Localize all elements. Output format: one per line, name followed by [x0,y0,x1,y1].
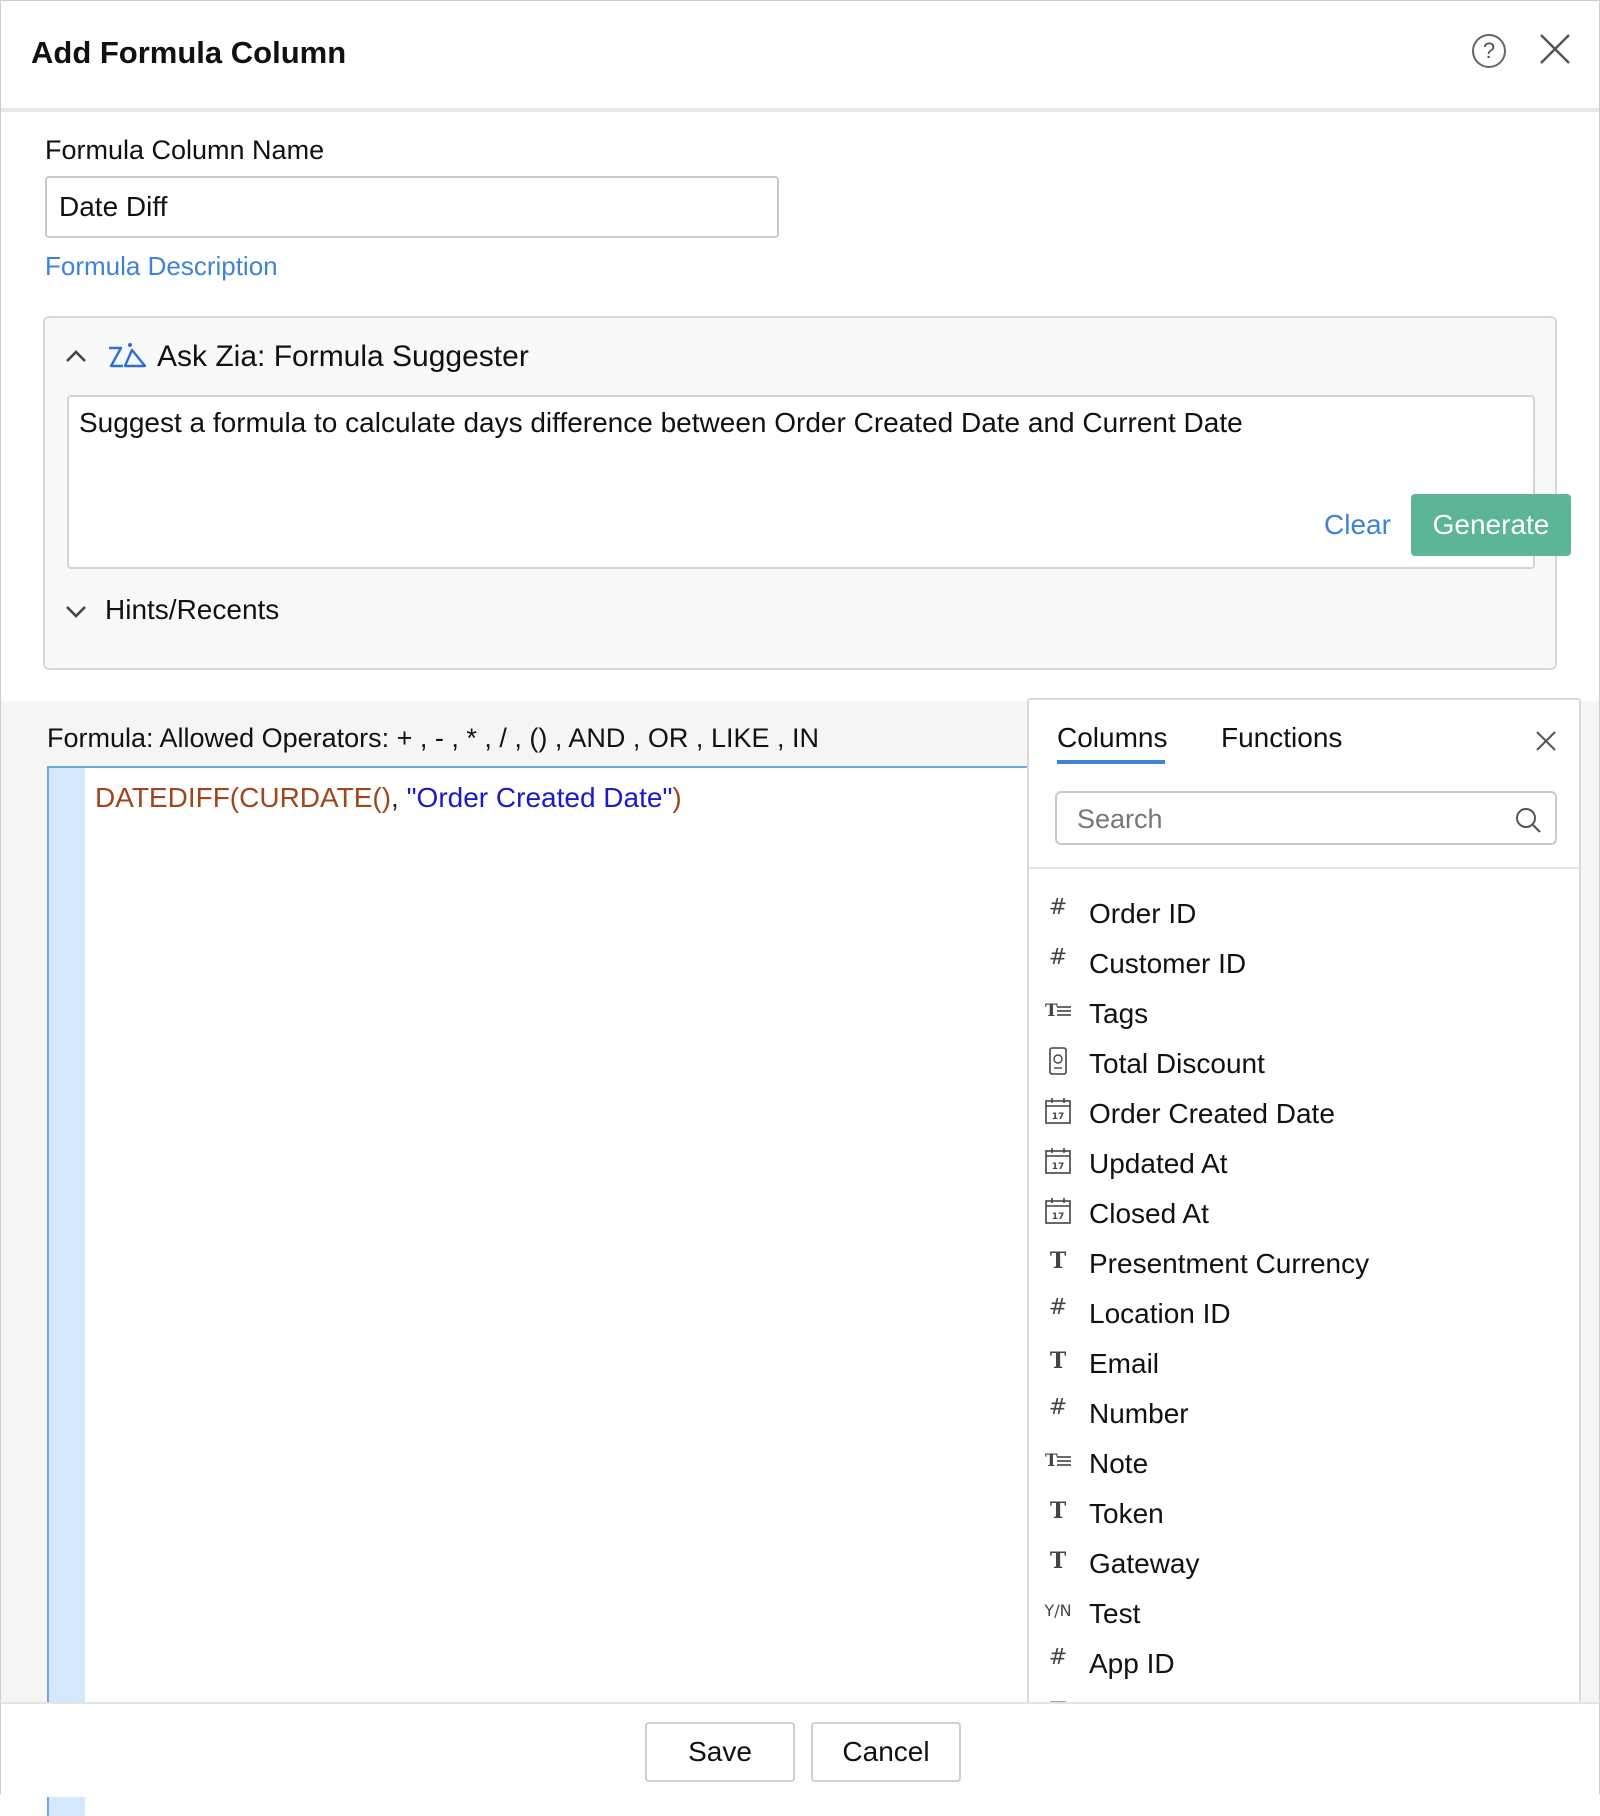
clear-button[interactable]: Clear [1324,509,1391,540]
hints-recents-toggle[interactable]: Hints/Recents [105,594,280,625]
search-icon[interactable] [1514,806,1542,834]
formula-column-name-label: Formula Column Name [45,135,325,165]
svg-text:T: T [1045,1451,1058,1471]
currency-icon [1043,1046,1073,1076]
column-name: Number [1089,1398,1189,1429]
column-list [1029,890,1579,1740]
column-item[interactable] [1029,1140,1579,1190]
column-item[interactable] [1029,1340,1579,1390]
zia-prompt-box[interactable] [67,395,1550,569]
column-name: Gateway [1089,1548,1200,1579]
column-name: Updated At [1089,1148,1228,1179]
hash-icon: # [1048,1395,1068,1420]
column-name: App ID [1089,1648,1175,1679]
code-close-paren: ) [672,782,682,813]
zia-icon [105,340,149,374]
yes-no-icon: Y/N [1044,1601,1072,1620]
text-icon: T [1049,1548,1067,1574]
column-name: Location ID [1089,1298,1231,1329]
search-input[interactable] [1075,793,1499,845]
formula-operators-label: Formula: Allowed Operators: + , - , * , / , () , AND , OR , LIKE , IN [47,723,819,753]
save-button[interactable]: Save [645,1722,795,1782]
column-search [1055,791,1557,845]
tab-columns[interactable]: Columns [1057,722,1168,753]
calendar-icon [1043,1096,1073,1126]
chevron-up-icon[interactable] [63,344,89,370]
dialog-footer [1,1702,1599,1797]
editor-gutter [49,768,85,1816]
column-item[interactable] [1029,1390,1579,1440]
active-tab-indicator [1057,760,1165,764]
dialog-title: Add Formula Column [31,35,347,70]
tab-functions[interactable]: Functions [1221,722,1343,753]
column-item[interactable] [1029,1490,1579,1540]
zia-formula-suggester [43,316,1557,670]
columns-functions-panel [1027,698,1581,1706]
column-name: Tags [1089,998,1149,1029]
formula-column-name-input[interactable] [45,176,779,238]
column-item[interactable] [1029,940,1579,990]
dialog-header [1,1,1599,112]
column-item[interactable] [1029,1640,1579,1690]
column-item[interactable] [1029,1540,1579,1590]
column-item[interactable] [1029,990,1579,1040]
svg-text:17: 17 [1051,1162,1065,1172]
close-icon[interactable] [1537,31,1573,67]
multiline-text-icon [1043,1446,1073,1476]
calendar-icon [1043,1146,1073,1176]
column-name: Token [1089,1498,1164,1529]
generate-button[interactable]: Generate [1411,494,1571,556]
column-item[interactable] [1029,1190,1579,1240]
code-comma: , [391,782,407,813]
code-string: "Order Created Date" [406,782,673,813]
hash-icon: # [1048,1295,1068,1320]
column-item[interactable] [1029,1240,1579,1290]
zia-title: Ask Zia: Formula Suggester [157,340,529,373]
panel-divider [1029,867,1579,869]
column-item[interactable] [1029,890,1579,940]
formula-description-link[interactable]: Formula Description [45,251,278,281]
column-name: Presentment Currency [1089,1248,1370,1279]
column-name: Customer ID [1089,948,1247,979]
column-name: Closed At [1089,1198,1209,1229]
hash-icon: # [1048,945,1068,970]
multiline-text-icon [1043,996,1073,1026]
column-item[interactable] [1029,1440,1579,1490]
close-icon[interactable] [1535,730,1557,752]
column-name: Total Discount [1089,1048,1265,1079]
svg-text:17: 17 [1051,1212,1065,1222]
column-name: Email [1089,1348,1160,1379]
column-item[interactable] [1029,1090,1579,1140]
column-item[interactable] [1029,1590,1579,1640]
formula-code[interactable] [95,782,682,814]
text-icon: T [1049,1248,1067,1274]
column-item[interactable] [1029,1290,1579,1340]
cancel-button[interactable]: Cancel [811,1722,961,1782]
column-name: Order ID [1089,898,1197,929]
chevron-down-icon[interactable] [63,598,89,624]
formula-editor[interactable] [47,766,1027,1816]
hash-icon: # [1048,895,1068,920]
column-item[interactable] [1029,1040,1579,1090]
column-name: Test [1089,1598,1141,1629]
calendar-icon [1043,1196,1073,1226]
text-icon: T [1049,1498,1067,1524]
hash-icon: # [1048,1645,1068,1670]
column-name: Order Created Date [1089,1098,1335,1129]
column-name: Note [1089,1448,1149,1479]
zia-prompt-text[interactable]: Suggest a formula to calculate days difference between Order Created Date and Current Date [79,407,1243,438]
svg-text:T: T [1045,1001,1058,1021]
help-icon[interactable]: ? [1472,34,1506,68]
text-icon: T [1049,1348,1067,1374]
code-function: DATEDIFF(CURDATE() [95,782,392,813]
svg-text:17: 17 [1051,1112,1065,1122]
